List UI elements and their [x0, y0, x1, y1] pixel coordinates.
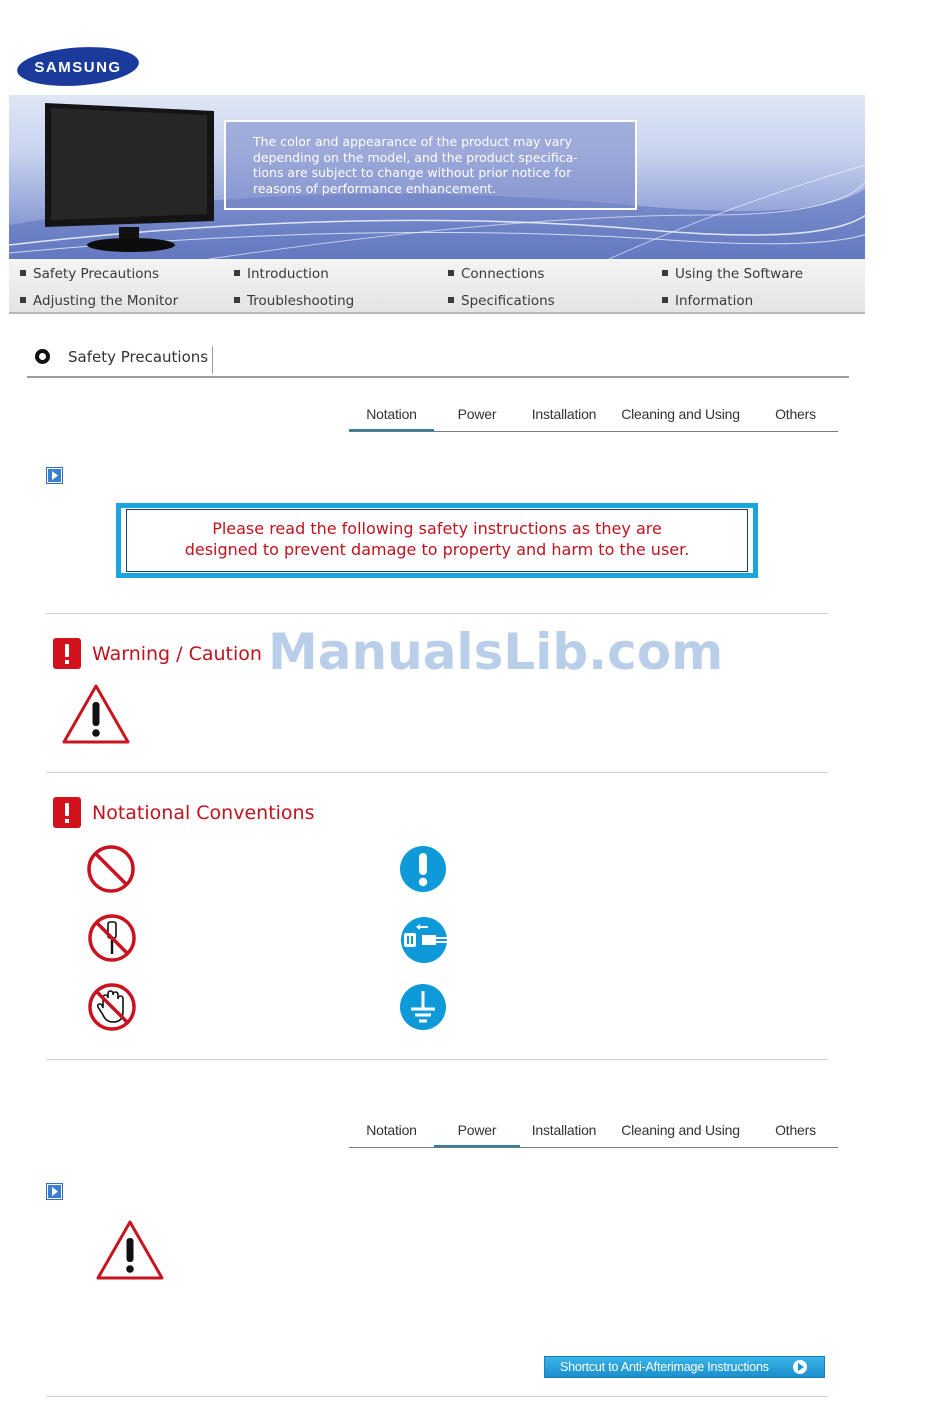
bullet-icon — [234, 270, 240, 276]
section-arrow-icon[interactable] — [46, 1183, 63, 1200]
notational-conventions-heading: Notational Conventions — [92, 802, 315, 824]
circle-icon — [35, 349, 50, 364]
nav-specifications[interactable] — [448, 293, 555, 309]
alert-badge-icon — [53, 638, 81, 669]
disclaimer-line: depending on the model, and the product specifica- — [253, 149, 578, 165]
notice-line: Please read the following safety instructions as they are — [212, 519, 662, 538]
safety-notice-box — [116, 503, 758, 578]
tab-cleaning-and-using[interactable]: Cleaning and Using — [621, 1122, 740, 1138]
svg-text:SAMSUNG: SAMSUNG — [34, 59, 122, 76]
disclaimer-line: The color and appearance of the product may vary — [253, 134, 572, 149]
nav-information[interactable] — [662, 293, 753, 309]
nav-introduction[interactable] — [234, 266, 329, 282]
main-nav — [9, 259, 865, 314]
important-icon — [399, 845, 447, 893]
nav-label: Information — [675, 293, 754, 309]
do-not-touch-icon — [87, 982, 137, 1032]
page-title: Safety Precautions — [68, 348, 209, 366]
bullet-icon — [20, 297, 26, 303]
divider — [46, 613, 828, 614]
tab-bar — [349, 406, 838, 432]
bullet-icon — [662, 270, 668, 276]
tab-others[interactable]: Others — [775, 406, 816, 422]
samsung-logo — [16, 45, 140, 88]
warning-caution-heading: Warning / Caution — [92, 643, 262, 665]
tab-others[interactable]: Others — [775, 1122, 816, 1138]
warning-triangle-icon — [95, 1219, 165, 1281]
nav-label: Adjusting the Monitor — [33, 293, 179, 309]
hero-banner — [9, 95, 865, 259]
shortcut-label: Shortcut to Anti-Afterimage Instructions — [560, 1360, 769, 1374]
section-header — [27, 340, 849, 378]
ground-icon — [399, 983, 447, 1031]
prohibited-icon — [86, 844, 136, 894]
nav-label: Safety Precautions — [33, 266, 160, 282]
section-arrow-icon[interactable] — [46, 467, 63, 484]
bullet-icon — [20, 270, 26, 276]
tab-installation[interactable]: Installation — [531, 1122, 597, 1138]
nav-label: Specifications — [461, 293, 555, 309]
nav-using-the-software[interactable] — [662, 266, 803, 282]
bullet-icon — [448, 270, 454, 276]
nav-label: Connections — [461, 266, 545, 282]
notice-text — [121, 518, 753, 560]
tab-notation[interactable]: Notation — [366, 1122, 417, 1138]
bullet-icon — [448, 297, 454, 303]
divider — [46, 1059, 828, 1060]
anti-afterimage-shortcut-button[interactable] — [544, 1356, 825, 1378]
play-icon — [793, 1360, 807, 1374]
disclaimer-line: reasons of performance enhancement. — [253, 180, 497, 196]
unplug-icon — [400, 915, 450, 965]
tab-cleaning-and-using[interactable]: Cleaning and Using — [621, 406, 740, 422]
disclaimer-note — [224, 120, 637, 210]
tab-installation[interactable]: Installation — [531, 406, 597, 422]
alert-badge-icon — [53, 797, 81, 828]
bullet-icon — [234, 297, 240, 303]
nav-label: Introduction — [247, 266, 329, 282]
nav-adjusting-the-monitor[interactable] — [20, 293, 178, 309]
divider — [212, 346, 213, 374]
nav-label: Troubleshooting — [247, 293, 355, 309]
disclaimer-line: tions are subject to change without prior notice for — [253, 165, 572, 180]
nav-connections[interactable] — [448, 266, 544, 282]
nav-safety-precautions[interactable] — [20, 266, 159, 282]
bullet-icon — [662, 297, 668, 303]
tab-notation[interactable]: Notation — [349, 406, 434, 431]
tab-bar — [349, 1122, 838, 1148]
warning-triangle-icon — [61, 683, 131, 745]
watermark: ManualsLib.com — [268, 623, 724, 681]
divider — [46, 772, 828, 773]
tab-power[interactable]: Power — [457, 406, 497, 422]
do-not-disassemble-icon — [87, 913, 137, 963]
nav-troubleshooting[interactable] — [234, 293, 354, 309]
nav-label: Using the Software — [675, 266, 804, 282]
divider — [46, 1396, 828, 1397]
notice-line: designed to prevent damage to property and harm to the user. — [184, 540, 690, 559]
tab-power[interactable]: Power — [434, 1122, 520, 1147]
